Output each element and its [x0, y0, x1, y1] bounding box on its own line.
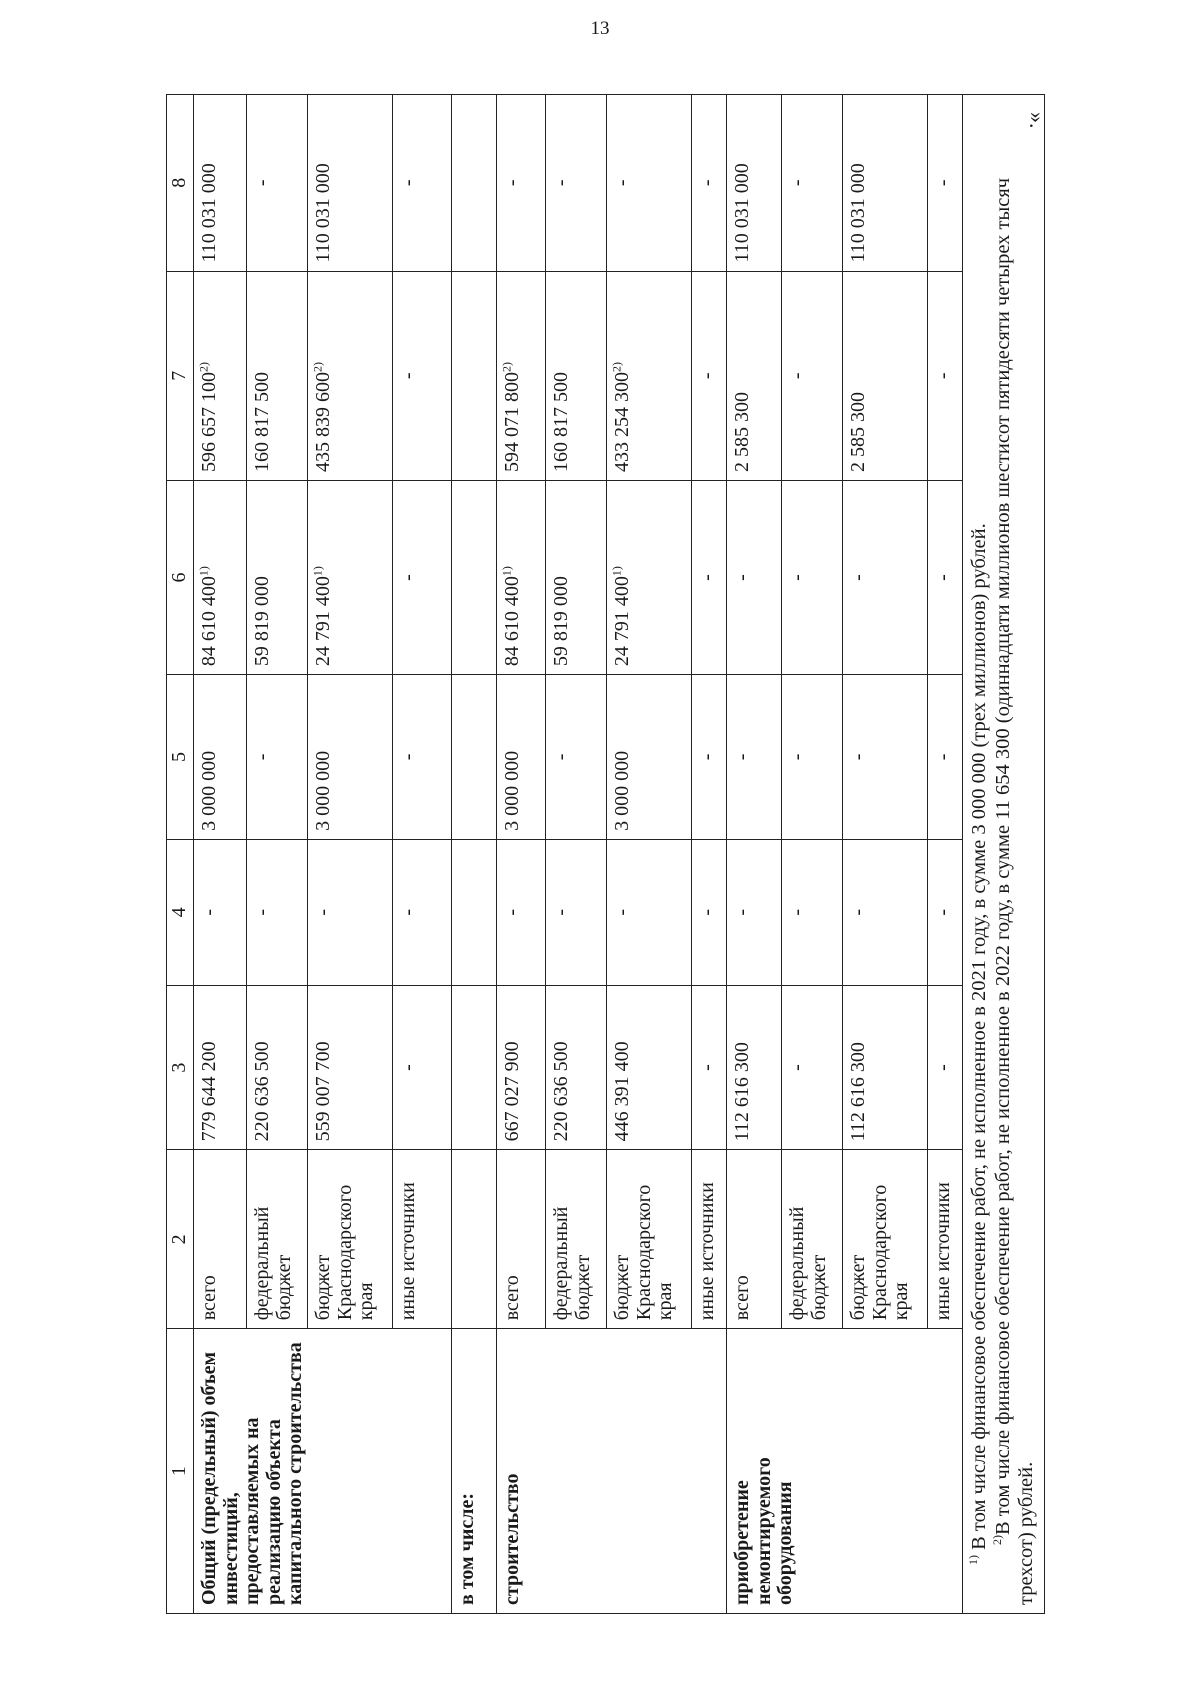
value-cell: 24 791 400$^{1)}$	[607, 480, 692, 674]
value-cell: -	[393, 985, 452, 1150]
value-cell: 220 636 500	[546, 985, 607, 1150]
value-cell: -	[928, 675, 963, 840]
value-cell: -	[727, 675, 782, 840]
value-cell: 110 031 000	[727, 95, 782, 272]
value-cell: 24 791 400$^{1)}$	[308, 480, 393, 674]
col-header: 8	[167, 95, 194, 272]
value-cell: 110 031 000	[194, 95, 247, 272]
investment-table	[166, 94, 1045, 1614]
table-row	[497, 95, 546, 1614]
value-cell: 559 007 700	[308, 985, 393, 1150]
footnote-ref: 2)	[609, 361, 624, 372]
value-cell: -	[497, 95, 546, 272]
value-cell: 594 071 800$^{2)}$	[497, 271, 546, 480]
footnote-ref: 2)	[499, 361, 514, 372]
value-cell: -	[782, 839, 843, 985]
value-cell: -	[692, 839, 727, 985]
value-cell: -	[782, 985, 843, 1150]
value-cell: 433 254 300$^{2)}$	[607, 271, 692, 480]
value-cell: -	[393, 480, 452, 674]
empty-cell	[452, 271, 497, 480]
value-cell: -	[843, 839, 928, 985]
value-cell: 160 817 500	[546, 271, 607, 480]
footnote-ref: 1)	[609, 566, 624, 577]
value-cell: 3 000 000	[194, 675, 247, 840]
source-cell: иные источники	[393, 1150, 452, 1329]
value-cell: -	[928, 480, 963, 674]
value-cell: -	[247, 839, 308, 985]
value-cell: 110 031 000	[308, 95, 393, 272]
value-cell: -	[308, 839, 393, 985]
value-cell: -	[782, 675, 843, 840]
source-cell: иные источники	[692, 1150, 727, 1329]
value-cell: -	[928, 839, 963, 985]
col-header: 4	[167, 839, 194, 985]
footnotes	[963, 95, 1045, 1614]
value-cell: 220 636 500	[247, 985, 308, 1150]
source-cell: федеральный бюджет	[782, 1150, 843, 1329]
row-label-total: Общий (предельный) объем инвестиций, предоставляемых на реализацию объекта капитального строительства	[194, 1329, 452, 1614]
value-cell: 84 610 400$^{1)}$	[497, 480, 546, 674]
empty-cell	[452, 985, 497, 1150]
value-cell: 3 000 000	[308, 675, 393, 840]
value-cell: 435 839 600$^{2)}$	[308, 271, 393, 480]
empty-cell	[452, 1150, 497, 1329]
value-cell: -	[393, 95, 452, 272]
source-cell: бюджет Краснодарского края	[308, 1150, 393, 1329]
value-cell: 779 644 200	[194, 985, 247, 1150]
value-cell: 2 585 300	[727, 271, 782, 480]
value-cell: -	[928, 985, 963, 1150]
closing-quote: ».	[1025, 112, 1050, 129]
table-header-row	[167, 95, 194, 1614]
source-cell: всего	[727, 1150, 782, 1329]
value-cell: 446 391 400	[607, 985, 692, 1150]
table-row	[452, 95, 497, 1614]
value-cell: -	[692, 480, 727, 674]
value-cell: -	[194, 839, 247, 985]
source-cell: бюджет Краснодарского края	[607, 1150, 692, 1329]
row-label-including: в том числе:	[452, 1329, 497, 1614]
row-label-construction: строительство	[497, 1329, 727, 1614]
value-cell: -	[692, 675, 727, 840]
value-cell: 3 000 000	[607, 675, 692, 840]
col-header: 3	[167, 985, 194, 1150]
value-cell: -	[782, 271, 843, 480]
source-cell: иные источники	[928, 1150, 963, 1329]
value-cell: -	[692, 95, 727, 272]
table-row	[194, 95, 247, 1614]
value-cell: -	[727, 839, 782, 985]
value-cell: -	[928, 271, 963, 480]
source-cell: федеральный бюджет	[247, 1150, 308, 1329]
empty-cell	[452, 839, 497, 985]
value-cell: 59 819 000	[247, 480, 308, 674]
footnote-ref: 1)	[196, 566, 211, 577]
col-header: 5	[167, 675, 194, 840]
table-row	[727, 95, 782, 1614]
value-cell: -	[393, 271, 452, 480]
col-header: 6	[167, 480, 194, 674]
footnote-1: $^{1)}$ В том числе финансовое обеспечение работ, не исполненное в 2021 году, в сумме 3 000 000 (трех миллионов) рублей.	[966, 523, 990, 1565]
value-cell: -	[247, 675, 308, 840]
value-cell: -	[497, 839, 546, 985]
footnote-2: $^{2)}$В том числе финансовое обеспечение работ, не исполненное в 2022 году, в сумме 11 654 300 (одиннадцати миллионов шестисот пятидесяти четырех тысяч трехсот) рублей.	[989, 177, 1038, 1605]
value-cell: 84 610 400$^{1)}$	[194, 480, 247, 674]
value-cell: -	[928, 95, 963, 272]
footnote-ref: 2)	[196, 361, 211, 372]
value-cell: -	[692, 985, 727, 1150]
value-cell: 2 585 300	[843, 271, 928, 480]
footnote-row	[963, 95, 1045, 1614]
empty-cell	[452, 480, 497, 674]
value-cell: 112 616 300	[727, 985, 782, 1150]
value-cell: -	[607, 95, 692, 272]
value-cell: -	[727, 480, 782, 674]
footnote-ref: 1)	[499, 566, 514, 577]
value-cell: -	[692, 271, 727, 480]
value-cell: 112 616 300	[843, 985, 928, 1150]
value-cell: -	[843, 675, 928, 840]
source-cell: всего	[497, 1150, 546, 1329]
value-cell: 59 819 000	[546, 480, 607, 674]
value-cell: -	[546, 675, 607, 840]
col-header: 1	[167, 1329, 194, 1614]
value-cell: -	[782, 480, 843, 674]
source-cell: федеральный бюджет	[546, 1150, 607, 1329]
empty-cell	[452, 95, 497, 272]
source-cell: бюджет Краснодарского края	[843, 1150, 928, 1329]
empty-cell	[452, 675, 497, 840]
row-label-equipment: приобретение немонтируемого оборудования	[727, 1329, 963, 1614]
page-number: 13	[590, 18, 610, 39]
value-cell: -	[247, 95, 308, 272]
col-header: 7	[167, 271, 194, 480]
value-cell: 596 657 100$^{2)}$	[194, 271, 247, 480]
rotated-table-block	[166, 94, 1046, 1614]
footnote-ref: 1)	[310, 566, 325, 577]
value-cell: -	[782, 95, 843, 272]
value-cell: 160 817 500	[247, 271, 308, 480]
source-cell: всего	[194, 1150, 247, 1329]
value-cell: 110 031 000	[843, 95, 928, 272]
value-cell: -	[393, 675, 452, 840]
footnote-ref: 2)	[310, 361, 325, 372]
value-cell: -	[843, 480, 928, 674]
value-cell: -	[546, 839, 607, 985]
col-header: 2	[167, 1150, 194, 1329]
value-cell: 3 000 000	[497, 675, 546, 840]
value-cell: 667 027 900	[497, 985, 546, 1150]
value-cell: -	[607, 839, 692, 985]
value-cell: -	[546, 95, 607, 272]
value-cell: -	[393, 839, 452, 985]
